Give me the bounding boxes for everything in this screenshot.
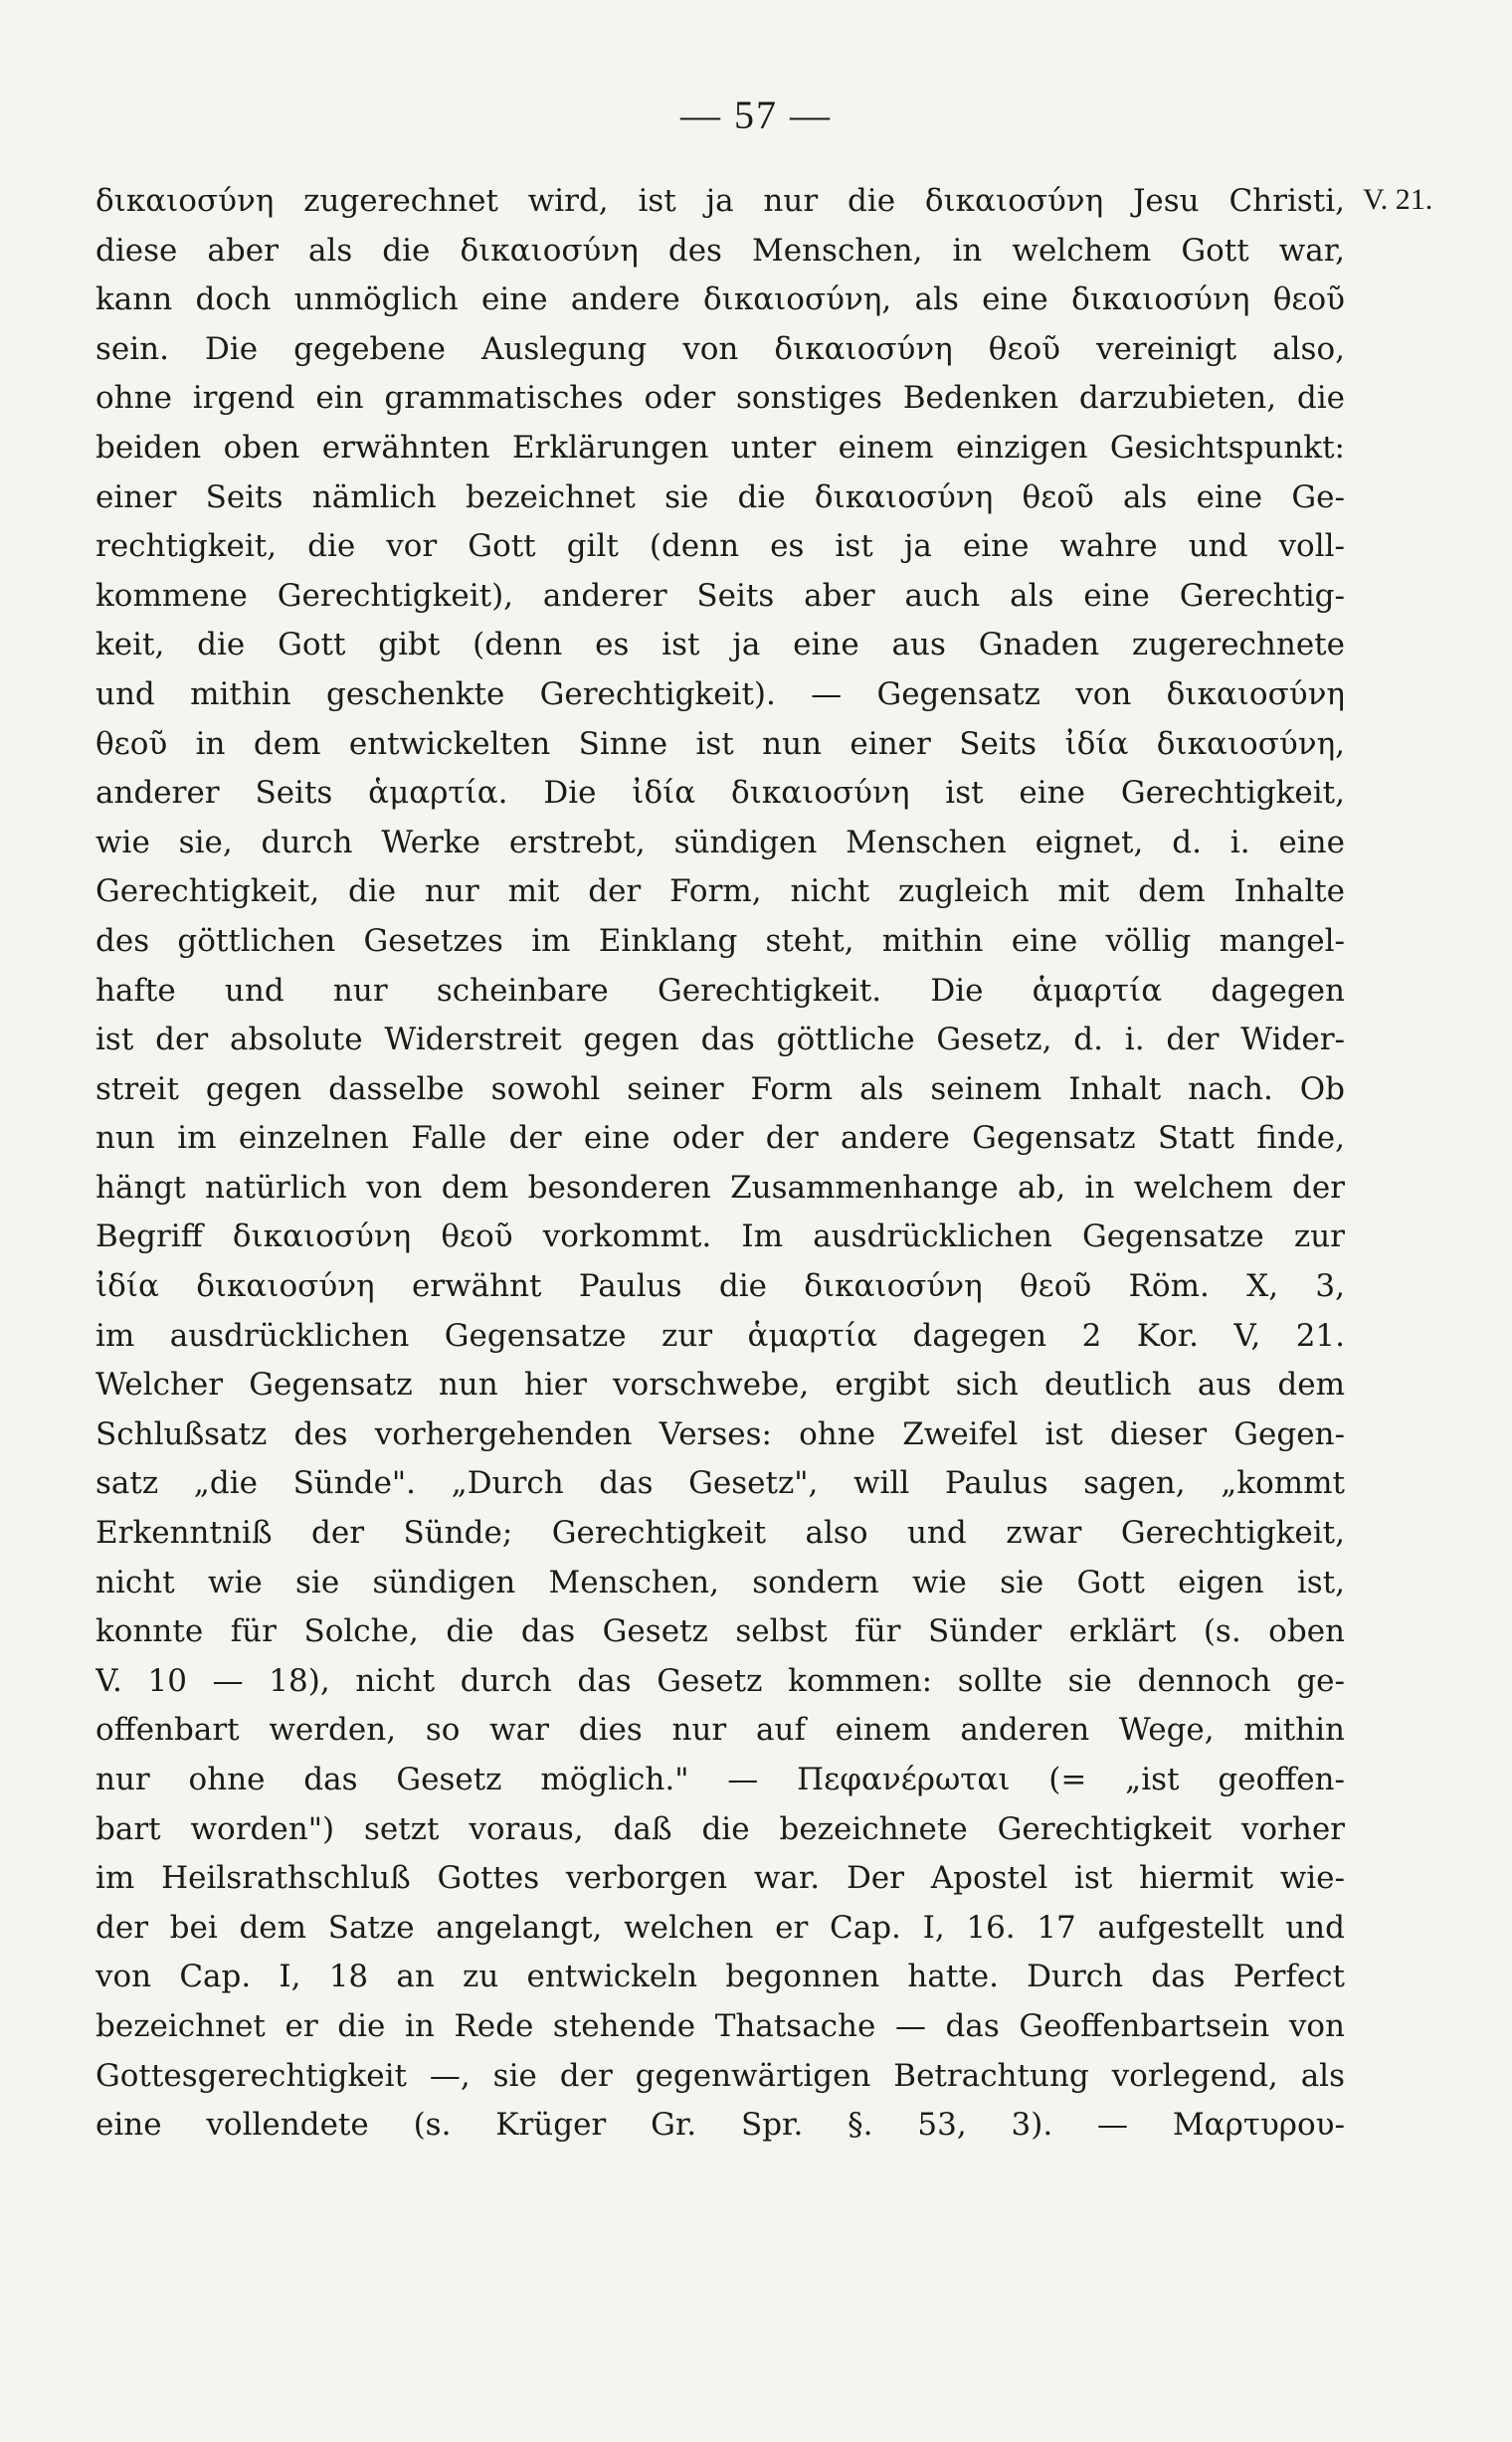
body-text — [95, 177, 1345, 2151]
text-line: rechtigkeit, die vor Gott gilt (denn es ist ja eine wahre und voll- — [95, 528, 1345, 565]
text-line: offenbart werden, so war dies nur auf einem anderen Wege, mithin — [95, 1712, 1345, 1749]
text-line: satz „die Sünde". „Durch das Gesetz", will Paulus sagen, „kommt — [95, 1465, 1345, 1502]
page-number-header: — 57 — — [680, 93, 832, 137]
text-line: des göttlichen Gesetzes im Einklang steht, mithin eine völlig mangel- — [95, 922, 1345, 959]
text-line: sein. Die gegebene Auslegung von δικαιοσύνη θεοῦ vereinigt also, — [95, 330, 1345, 367]
verse-margin-note: V. 21. — [1363, 183, 1433, 216]
text-line: δικαιοσύνη zugerechnet wird, ist ja nur die δικαιοσύνη Jesu Christi, — [95, 183, 1345, 219]
text-line: einer Seits nämlich bezeichnet sie die δικαιοσύνη θεοῦ als eine Ge- — [95, 478, 1345, 515]
text-line: Gottesgerechtigkeit —, sie der gegenwärtigen Betrachtung vorlegend, als — [95, 2057, 1345, 2094]
text-line: nicht wie sie sündigen Menschen, sondern wie sie Gott eigen ist, — [95, 1564, 1345, 1600]
text-line: Schlußsatz des vorhergehenden Verses: ohne Zweifel ist dieser Gegen- — [95, 1415, 1345, 1452]
text-line: nur ohne das Gesetz möglich." — Πεφανέρωται (= „ist geoffen- — [95, 1762, 1345, 1797]
text-line: Begriff δικαιοσύνη θεοῦ vorkommt. Im ausdrücklichen Gegensatze zur — [95, 1219, 1345, 1255]
text-line: anderer Seits ἁμαρτία. Die ἰδία δικαιοσύνη ist eine Gerechtigkeit, — [95, 775, 1345, 812]
text-line: θεοῦ in dem entwickelten Sinne ist nun einer Seits ἰδία δικαιοσύνη, — [95, 725, 1345, 762]
text-line: im Heilsrathschluß Gottes verborgen war. Der Apostel ist hiermit wie- — [95, 1860, 1345, 1897]
text-line: konnte für Solche, die das Gesetz selbst für Sünder erklärt (s. oben — [95, 1613, 1345, 1650]
text-line: bart worden") setzt voraus, daß die bezeichnete Gerechtigkeit vorher — [95, 1810, 1345, 1847]
text-line: diese aber als die δικαιοσύνη des Menschen, in welchem Gott war, — [95, 232, 1345, 269]
text-line: kommene Gerechtigkeit), anderer Seits aber auch als eine Gerechtig- — [95, 577, 1345, 614]
text-line: ohne irgend ein grammatisches oder sonstiges Bedenken darzubieten, die — [95, 380, 1345, 417]
text-line: beiden oben erwähnten Erklärungen unter einem einzigen Gesichtspunkt: — [95, 429, 1345, 466]
text-line: hängt natürlich von dem besonderen Zusammenhange ab, in welchem der — [95, 1169, 1345, 1206]
text-line: ἰδία δικαιοσύνη erwähnt Paulus die δικαιοσύνη θεοῦ Röm. X, 3, — [95, 1268, 1345, 1305]
text-line: kann doch unmöglich eine andere δικαιοσύνη, als eine δικαιοσύνη θεοῦ — [95, 282, 1345, 318]
text-line: ist der absolute Widerstreit gegen das göttliche Gesetz, d. i. der Wider- — [95, 1022, 1345, 1058]
text-line: Erkenntniß der Sünde; Gerechtigkeit also und zwar Gerechtigkeit, — [95, 1515, 1345, 1552]
text-line: und mithin geschenkte Gerechtigkeit). — Gegensatz von δικαιοσύνη — [95, 675, 1345, 712]
text-line: keit, die Gott gibt (denn es ist ja eine aus Gnaden zugerechnete — [95, 627, 1345, 663]
text-line: hafte und nur scheinbare Gerechtigkeit. Die ἁμαρτία dagegen — [95, 972, 1345, 1009]
text-line: nun im einzelnen Falle der eine oder der andere Gegensatz Statt finde, — [95, 1120, 1345, 1157]
text-line: der bei dem Satze angelangt, welchen er Cap. I, 16. 17 aufgestellt und — [95, 1909, 1345, 1946]
text-line: im ausdrücklichen Gegensatze zur ἁμαρτία dagegen 2 Kor. V, 21. — [95, 1317, 1345, 1354]
text-line: wie sie, durch Werke erstrebt, sündigen Menschen eignet, d. i. eine — [95, 824, 1345, 860]
text-line: bezeichnet er die in Rede stehende Thatsache — das Geoffenbartsein von — [95, 2007, 1345, 2044]
text-line: V. 10 — 18), nicht durch das Gesetz kommen: sollte sie dennoch ge- — [95, 1662, 1345, 1699]
text-line: von Cap. I, 18 an zu entwickeln begonnen hatte. Durch das Perfect — [95, 1959, 1345, 1995]
text-line: streit gegen dasselbe sowohl seiner Form als seinem Inhalt nach. Ob — [95, 1070, 1345, 1107]
text-line: Gerechtigkeit, die nur mit der Form, nicht zugleich mit dem Inhalte — [95, 873, 1345, 910]
text-line: eine vollendete (s. Krüger Gr. Spr. §. 53, 3). — Μαρτυρου- — [95, 2107, 1345, 2144]
text-line: Welcher Gegensatz nun hier vorschwebe, ergibt sich deutlich aus dem — [95, 1367, 1345, 1404]
